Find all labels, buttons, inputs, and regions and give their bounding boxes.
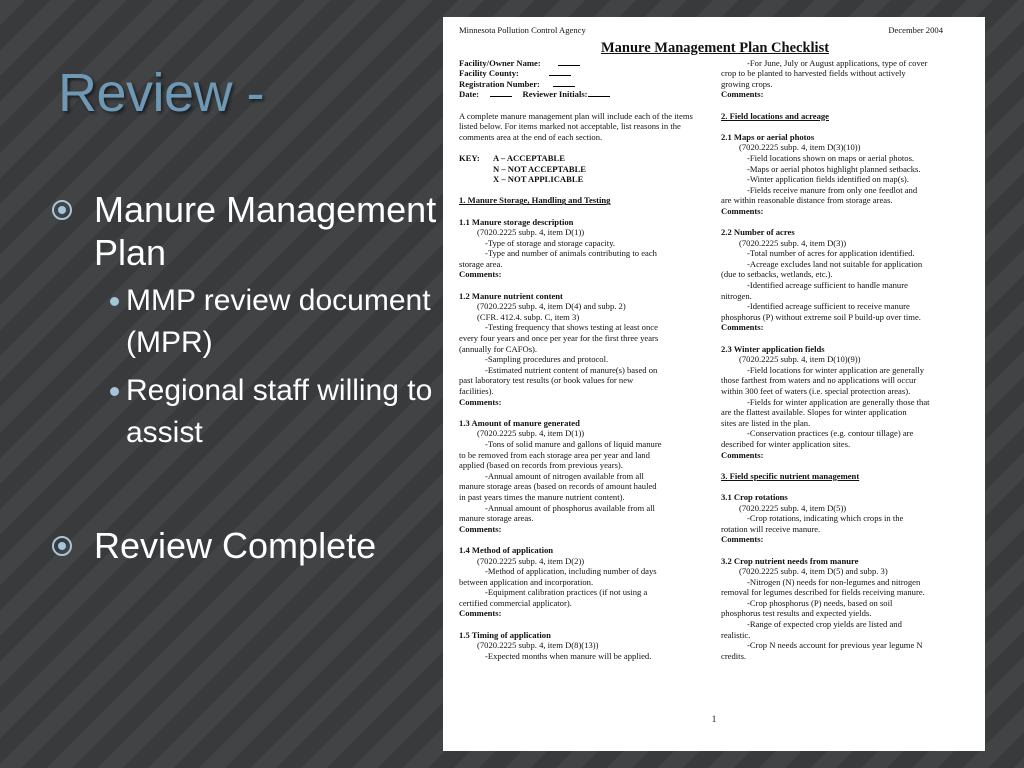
document-date: December 2004 xyxy=(888,25,943,35)
reviewer-label: Reviewer Initials: xyxy=(522,89,588,100)
circle-bullet-icon xyxy=(52,536,72,556)
document-header xyxy=(459,25,971,36)
sub-bullet-list xyxy=(110,280,437,454)
page-number: 1 xyxy=(711,714,717,724)
sub-bullet-staff xyxy=(110,370,437,454)
sub-bullet-text: Regional staff willing to assist xyxy=(126,374,433,449)
section-3-heading: 3. Field specific nutrient management xyxy=(721,470,860,481)
sub-bullet-mpr xyxy=(110,280,437,364)
facility-owner-label: Facility/Owner Name: xyxy=(459,57,541,68)
key-legend: KEY: A – ACCEPTABLE N – NOT ACCEPTABLE X – NOT APPLICABLE xyxy=(459,152,587,185)
agency-name: Minnesota Pollution Control Agency xyxy=(459,25,586,35)
document-title: Manure Management Plan Checklist xyxy=(600,39,830,56)
bullet-list xyxy=(52,188,437,567)
slide-title: Review - xyxy=(58,63,265,123)
facility-county-label: Facility County: xyxy=(459,68,519,79)
date-label: Date: xyxy=(459,89,480,100)
intro-text: A complete manure management plan will include each of the items listed below. For items marked not acceptable, list reasons in the comments area at the end of each section. xyxy=(459,110,693,142)
bullet-text: Review Complete xyxy=(94,525,377,566)
section-2-heading: 2. Field locations and acreage xyxy=(721,110,829,121)
registration-label: Registration Number: xyxy=(459,78,540,89)
bullet-text: Manure Management Plan xyxy=(94,189,437,273)
dot-bullet-icon xyxy=(110,297,119,306)
section-1-heading: 1. Manure Storage, Handling and Testing xyxy=(459,195,611,206)
document-left-column: Facility/Owner Name: Facility County: Registration Number: Date: Reviewer Initials: A complete manure management plan will include each of the items listed below. For items marked not acceptable, list reasons in the comments area at the end of each section. KEY: A – ACCEPTABLE N – NOT ACCEPTABLE X – NOT APPLICABLE 1. Manure Storage, Handling and Testing 1.1 Manure storage description (7020.2225 subp. 4, item D(1)) -Type of storage and storage capacity. -Type and number of animals contributing to each storage area. Comments: 1.2 Manure nutrient content (7020.2225 subp. 4, item D(4) and subp. 2) (CFR. 412.4. subp. C, item 3) -Testing frequency that shows testing at least once every four years and once per year for the first three years (annually for CAFOs). -Sampling procedures and protocol. -Estimated nutrient content of manure(s) based on past laboratory test results (or book values for new facilities). Comments: 1.3 Amount of manure generated (7020.2225 subp. 4, item D(1)) -Tons of solid manure and gallons of liquid manure to be removed from each storage area per year and land applied (based on records from previous years). -Annual amount of nitrogen available from all manure storage areas (based on records of amount hauled in past years times the manure nutrient content). -Annual amount of phosphorus available from all manure storage areas. Comments: 1.4 Method of application (7020.2225 subp. 4, item D(2)) -Method of application, including number of days between application and incorporation. -Equipment calibration practices (if not using a certified commercial applicator). Comments: 1.5 Timing of application (7020.2225 subp. 4, item D(8)(13)) -Expected months when manure will be applied. xyxy=(459,58,709,662)
circle-bullet-icon xyxy=(52,200,72,220)
document-right-column: -For June, July or August applications, type of cover crop to be planted to harvested fields without actively growing crops. Comments: 2. Field locations and acreage 2.1 Maps or aerial photos (7020.2225 subp. 4, item D(3)(10)) -Field locations shown on maps or aerial photos. -Maps or aerial photos highlight planned setbacks. -Winter application fields identified on map(s). -Fields receive manure from only one feedlot and are within reasonable distance from storage areas. Comments: 2.2 Number of acres (7020.2225 subp. 4, item D(3)) -Total number of acres for application identified. -Acreage excludes land not suitable for application (due to setbacks, wetlands, etc.). -Identified acreage sufficient to handle manure nitrogen. -Identified acreage sufficient to receive manure phosphorus (P) without extreme soil P build-up over time. Comments: 2.3 Winter application fields (7020.2225 subp. 4, item D(10)(9)) -Field locations for winter application are generally those farthest from waters and no applications will occur within 300 feet of waters (i.e. special protection areas). -Fields for winter application are generally those that are the flattest available. Slopes for winter application sites are listed in the plan. -Conservation practices (e.g. contour tillage) are described for winter application sites. Comments: 3. Field specific nutrient management 3.1 Crop rotations (7020.2225 subp. 4, item D(5)) -Crop rotations, indicating which crops in the rotation will receive manure. Comments: 3.2 Crop nutrient needs from manure (7020.2225 subp. 4, item D(5) and subp. 3) -Nitrogen (N) needs for non-legumes and nitrogen removal for legumes described for fields receiving manure. -Crop phosphorus (P) needs, based on soil phosphorus test results and expected yields. -Range of expected crop yields are listed and realistic. -Crop N needs account for previous year legume N credits. xyxy=(721,58,971,662)
bullet-manure-plan xyxy=(52,188,437,274)
checklist-document-image xyxy=(443,17,985,751)
bullet-review-complete xyxy=(52,524,437,567)
dot-bullet-icon xyxy=(110,387,119,396)
sub-bullet-text: MMP review document (MPR) xyxy=(126,284,431,359)
